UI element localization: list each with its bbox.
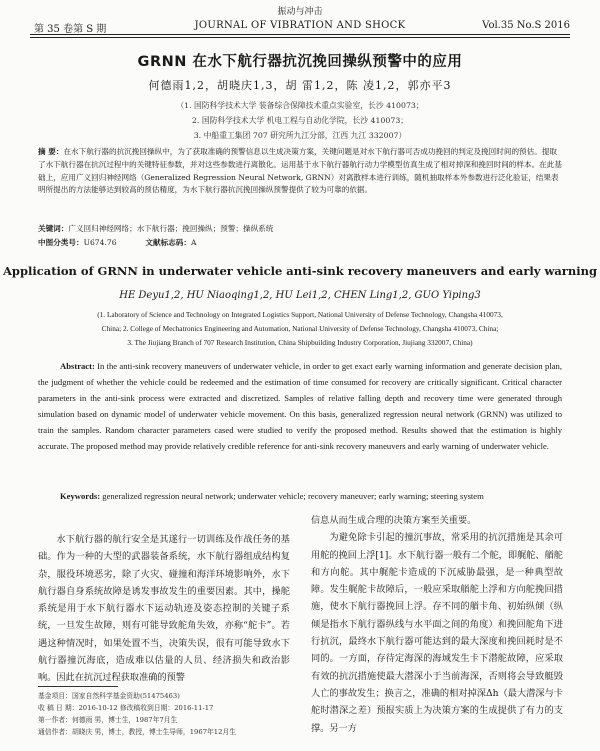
doc-code-label: 文献标志码： xyxy=(145,238,191,247)
affiliation-en-3: 3. The Jiujiang Branch of 707 Research Institution, China Shipbuilding Industry Corporation, Jiujiang 332007, China) xyxy=(127,338,473,347)
footnote-first-author: 第一作者：何德雨 男，博士生，1987年7月生 xyxy=(38,716,178,724)
keywords-en-text: generalized regression neural network; underwater vehicle; recovery maneuver; early warning; steering system xyxy=(102,491,484,501)
author-list-cn: 何德雨1,2，胡晓庆1,3，胡 雷1,2，陈 凌1,2，郭亦平3 xyxy=(148,79,452,92)
header-rule-thin xyxy=(30,37,570,38)
abstract-en-label: Abstract: xyxy=(60,361,95,371)
volume-issue-cn: 第 35 卷第 S 期 xyxy=(34,24,107,35)
abstract-cn-text: 在水下航行器的抗沉挽回操纵中，为了获取准确的预警信息以生成决策方案，关键问题是对水下航行器可否成功挽回的判定及挽回时间的预估。提取了水下航行器在抗沉过程中的关键特征参数，并对这些参数进行离散化。运用基于水下航行器航行动力学模型仿真生成了相对掉深和挽回时间的样本。在此基础上，应用广义回归神经网络（Generalized Regression Neural Network, GRNN）对离散样本进行训练，随机抽取样本外参数进行泛化验证，结果表明所提出的方法能够达到较高的预估精度，为水下航行器抗沉挽回操纵预警提供了较为可靠的依据。 xyxy=(38,147,562,195)
abstract-cn-label: 摘 要： xyxy=(38,147,64,156)
affiliation-en-1: (1. Laboratory of Science and Technology on Integrated Logistics Support, National University of Defense Technology, Changsha 410073, xyxy=(97,310,503,319)
journal-name-en: JOURNAL OF VIBRATION AND SHOCK xyxy=(194,20,406,31)
paper-title-en: Application of GRNN in underwater vehicle anti-sink recovery maneuvers and early warning xyxy=(3,264,597,278)
clc-label: 中图分类号： xyxy=(38,238,84,247)
keywords-cn-label: 关键词： xyxy=(38,224,69,233)
keywords-en xyxy=(38,489,562,505)
author-list-en: HE Deyu1,2, HU Niaoqing1,2, HU Lei1,2, CHEN Ling1,2, GUO Yiping3 xyxy=(119,290,481,301)
abstract-en xyxy=(38,359,562,454)
footnote-corresponding-author: 通信作者：胡晓庆 男，博士，教授，博士生导师，1967年12月生 xyxy=(38,728,237,736)
classification-line xyxy=(38,237,562,250)
header-rule-thick xyxy=(30,34,570,35)
affiliation-en-2: China; 2. College of Mechatronics Engineering and Automation, National University of Defense Technology, Changsha 410073, China; xyxy=(101,324,499,333)
body-right-column xyxy=(311,512,563,737)
keywords-cn xyxy=(38,223,562,236)
footnote-rule xyxy=(38,686,118,687)
journal-name-cn: 振动与冲击 xyxy=(277,7,323,17)
body-left-column: 水下航行器的航行安全是其遂行一切训练及作战任务的基础。作为一种的大型的武器装备系统，水下航行器组成结构复杂，服役环境恶劣，除了火灾、碰撞和海洋环境影响外，水下航行器自身系统故障是诱发事故发生的重要因素。其中，操舵系统是用于水下航行器水下运动轨迹及姿态控制的关键子系统，一旦发生故障，则有可能导致舵角失效，亦称“舵卡”。若遇这种情况时，如果处置不当，决策失误，很有可能导致水下航行器撞沉海底，造成难以估量的人员、经济损失和政治影响。因此在抗沉过程获取准确的预警 xyxy=(38,534,290,684)
paper-title-cn: GRNN 在水下航行器抗沉挽回操纵预警中的应用 xyxy=(137,54,463,70)
abstract-en-text: In the anti-sink recovery maneuvers of underwater vehicle, in order to get exact early warning information and generate decision plan, the judgment of whether the vehicle could be redeemed and the estimation of time consumed for recovery are critically significant. Critical character parameters in the anti-sink process were extracted and discretized. Samples of relative falling depth and recovery time were generated through simulation based on dynamic model of underwater vehicle movement. On this basis, generalized regression neural network (GRNN) was utilized to train the samples. Random character parameters cased were studied to verify the proposed method. Results showed that the estimation is highly accurate. The proposed method may provide relatively credible reference for anti-sink recovery maneuvers and early warning of underwater vehicle. xyxy=(38,361,562,451)
clc-code: U674.76 xyxy=(83,238,117,247)
footnote-funding: 基金项目：国家自然科学基金资助(51475463) xyxy=(38,692,180,700)
keywords-cn-text: 广义回归神经网络；水下航行器；挽回操纵；预警；操纵系统 xyxy=(68,224,274,233)
affiliation-cn-2: 2. 国防科学技术大学 机电工程与自动化学院，长沙 410073； xyxy=(191,116,409,125)
keywords-en-label: Keywords: xyxy=(60,491,101,501)
volume-issue-en: Vol.35 No.S 2016 xyxy=(482,20,570,31)
body-right-para-2: 为避免除卡引起的撞沉事故，常采用的抗沉措施是其余可用舵的挽回上浮[1]。水下航行器一般有二个舵，即艉舵、艏舵和方向舵。其中艉舵卡造成的下沉威胁最强，是一种典型故障。发生艉舵卡故障后，一般应采取艏舵上浮和方向舵挽回措施，使水下航行器挽回上浮。存不同的艏卡角、初始纵倾（纵倾是指水下航行器纵线与水平面之间的角度）和挽回舵角下进行抗沉，最终水下航行器可能达到的最大深度和挽回耗时是不同的。一方面，存待定海深的海域发生卡下潜舵故障，应采取有效的抗沉措施使最大潜深小于当前海深，否则将会导致艇毁人亡的事故发生；换言之，准确的相对掉深Δh（最大潜深与卡舵时潜深之差）预报实质上为决策方案的生成提供了有力的支撑。另一方 xyxy=(311,532,563,734)
abstract-cn xyxy=(38,146,562,197)
doc-code: A xyxy=(190,238,197,247)
body-right-para-1: 信息从而生成合理的决策方案至关重要。 xyxy=(311,515,477,526)
footnote-dates: 收 稿 日 期：2016-10-12 修改稿收到日期：2016-11-17 xyxy=(38,704,214,712)
affiliation-cn-3: 3. 中船重工集团 707 研究所九江分部，江西 九江 332007） xyxy=(193,131,407,140)
affiliation-cn-1: （1. 国防科学技术大学 装备综合保障技术重点实验室，长沙 410073； xyxy=(176,101,424,110)
